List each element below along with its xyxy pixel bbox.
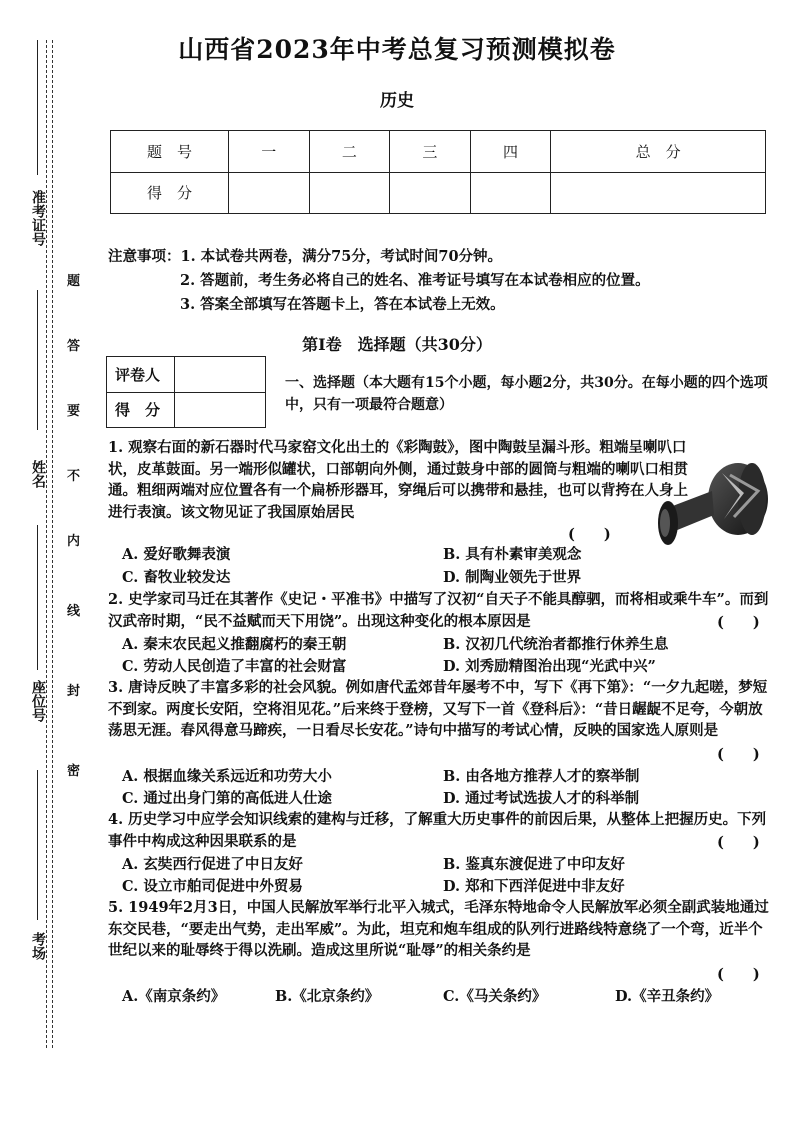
venue-label: 考场 <box>30 932 46 960</box>
seal-char: 答 <box>67 339 81 354</box>
name-blank[interactable] <box>37 290 38 430</box>
question-stem: 4. 历史学习中应学会知识线索的建构与迁移，了解重大历史事件的前因后果，从整体上把握历史。下列事件中构成这种因果联系的是 <box>108 811 767 850</box>
score-cell[interactable] <box>309 172 390 214</box>
seal-char: 密 <box>67 764 81 779</box>
exam-id-label: 准考证号 <box>30 190 46 246</box>
score-table <box>110 130 766 214</box>
subject-title: 历史 <box>380 91 414 111</box>
seal-char: 要 <box>67 404 81 419</box>
note-item: 1. 本试卷共两卷，满分75分，考试时间70分钟。 <box>180 248 503 265</box>
option: A.《南京条约》 <box>122 988 226 1005</box>
option: D. 通过考试选拔人才的科举制 <box>443 790 640 807</box>
option: D. 郑和下西洋促进中非友好 <box>443 878 625 895</box>
section-heading: 一、选择题（本大题有15个小题，每小题2分，共30分。在每小题的四个选项中，只有一项最符合题意） <box>285 375 768 413</box>
option: A. 秦末农民起义推翻腐朽的秦王朝 <box>122 636 347 653</box>
grader-score-cell[interactable] <box>175 392 266 428</box>
option: A. 根据血缘关系远近和功劳大小 <box>122 768 332 785</box>
option: A. 爱好歌舞表演 <box>122 546 231 563</box>
venue-blank[interactable] <box>37 770 38 920</box>
score-cell[interactable] <box>390 172 471 214</box>
notes-label: 注意事项： <box>108 248 181 265</box>
score-table-header: 一 <box>229 131 310 173</box>
grader-reviewer-label: 评卷人 <box>107 357 175 393</box>
question-stem: 5. 1949年2月3日，中国人民解放军举行北平入城式，毛泽东特地命令人民解放军必须全副武装地通过东交民巷，“要走出气势，走出军威”。为此，坦克和炮车组成的队列行进路线特意绕了一个弯，近半个世纪以来的耻辱终于得以洗刷。造成这里所说“耻辱”的相关条约是 <box>108 899 769 959</box>
seat-blank[interactable] <box>37 525 38 670</box>
answer-paren: ( ) <box>717 746 760 763</box>
grader-reviewer-cell[interactable] <box>175 357 266 393</box>
score-table-header: 四 <box>470 131 551 173</box>
name-label: 姓名 <box>30 460 46 488</box>
pottery-drum-image <box>650 455 775 555</box>
option: C. 设立市舶司促进中外贸易 <box>122 878 303 895</box>
grader-box <box>106 356 266 428</box>
seal-char: 不 <box>67 469 81 484</box>
option: D. 制陶业领先于世界 <box>443 569 582 586</box>
option: B. 具有朴素审美观念 <box>443 546 582 563</box>
part-title: 第Ⅰ卷 选择题（共30分） <box>302 335 492 354</box>
option: D.《辛丑条约》 <box>615 988 720 1005</box>
score-cell[interactable] <box>229 172 310 214</box>
score-table-header: 三 <box>390 131 471 173</box>
option: B. 鉴真东渡促进了中印友好 <box>443 856 625 873</box>
grader-score-label: 得 分 <box>107 392 175 428</box>
binding-dashed-line-2 <box>52 40 53 1048</box>
option: C. 通过出身门第的高低进人仕途 <box>122 790 332 807</box>
option: C.《马关条约》 <box>443 988 547 1005</box>
score-cell[interactable] <box>551 172 766 214</box>
option: D. 刘秀励精图治出现“光武中兴” <box>443 658 656 675</box>
option: C. 劳动人民创造了丰富的社会财富 <box>122 658 347 675</box>
option: B. 汉初几代统治者都推行休养生息 <box>443 636 669 653</box>
question-stem: 1. 观察右面的新石器时代马家窑文化出土的《彩陶鼓》，图中陶鼓呈漏斗形。粗端呈喇叭口状，皮革鼓面。另一端形似罐状，口部朝向外侧，通过鼓身中部的圆筒与粗端的喇叭口相贯通。粗细两端对应位置各有一个扁桥形器耳，穿绳后可以携带和悬挂，也可以背挎在人身上进行表演。该文物见证了我国原始居民 <box>108 439 688 521</box>
score-row-label: 得 分 <box>111 172 229 214</box>
score-table-header: 题 号 <box>111 131 229 173</box>
answer-paren: ( ) <box>717 834 760 851</box>
score-table-header: 总 分 <box>551 131 766 173</box>
option: A. 玄奘西行促进了中日友好 <box>122 856 303 873</box>
answer-paren: ( ) <box>568 526 611 543</box>
note-item: 2. 答题前，考生务必将自己的姓名、准考证号填写在本试卷相应的位置。 <box>180 272 650 289</box>
score-table-header: 二 <box>309 131 390 173</box>
option: B. 由各地方推荐人才的察举制 <box>443 768 640 785</box>
notes <box>108 245 650 317</box>
question-stem: 3. 唐诗反映了丰富多彩的社会风貌。例如唐代孟郊昔年屡考不中，写下《再下第》：“一夕九起嗟，梦短不到家。两度长安陌，空将泪见花。”后来终于登榜，又写下一首《登科后》：“昔日龌龊不足夸，今朝放荡思无涯。春风得意马蹄疾，一日看尽长安花。”诗句中描写的考试心情，反映的国家选人原则是 <box>108 679 768 739</box>
answer-paren: ( ) <box>717 614 760 631</box>
question-stem: 2. 史学家司马迁在其著作《史记・平准书》中描写了汉初“自天子不能具醇驷，而将相或乘牛车”。而到汉武帝时期，“民不益赋而天下用饶”。出现这种变化的根本原因是 <box>108 591 769 630</box>
option: B.《北京条约》 <box>275 988 380 1005</box>
option: C. 畜牧业较发达 <box>122 569 231 586</box>
seal-char: 线 <box>67 604 81 619</box>
note-item: 3. 答案全部填写在答题卡上，答在本试卷上无效。 <box>180 296 505 313</box>
answer-paren: ( ) <box>717 966 760 983</box>
seat-label: 座位号 <box>30 680 46 722</box>
score-cell[interactable] <box>470 172 551 214</box>
seal-char: 内 <box>67 534 81 549</box>
seal-char: 题 <box>67 274 81 289</box>
seal-char: 封 <box>67 684 81 699</box>
exam-title: 山西省2023年中考总复习预测模拟卷 <box>178 35 616 64</box>
